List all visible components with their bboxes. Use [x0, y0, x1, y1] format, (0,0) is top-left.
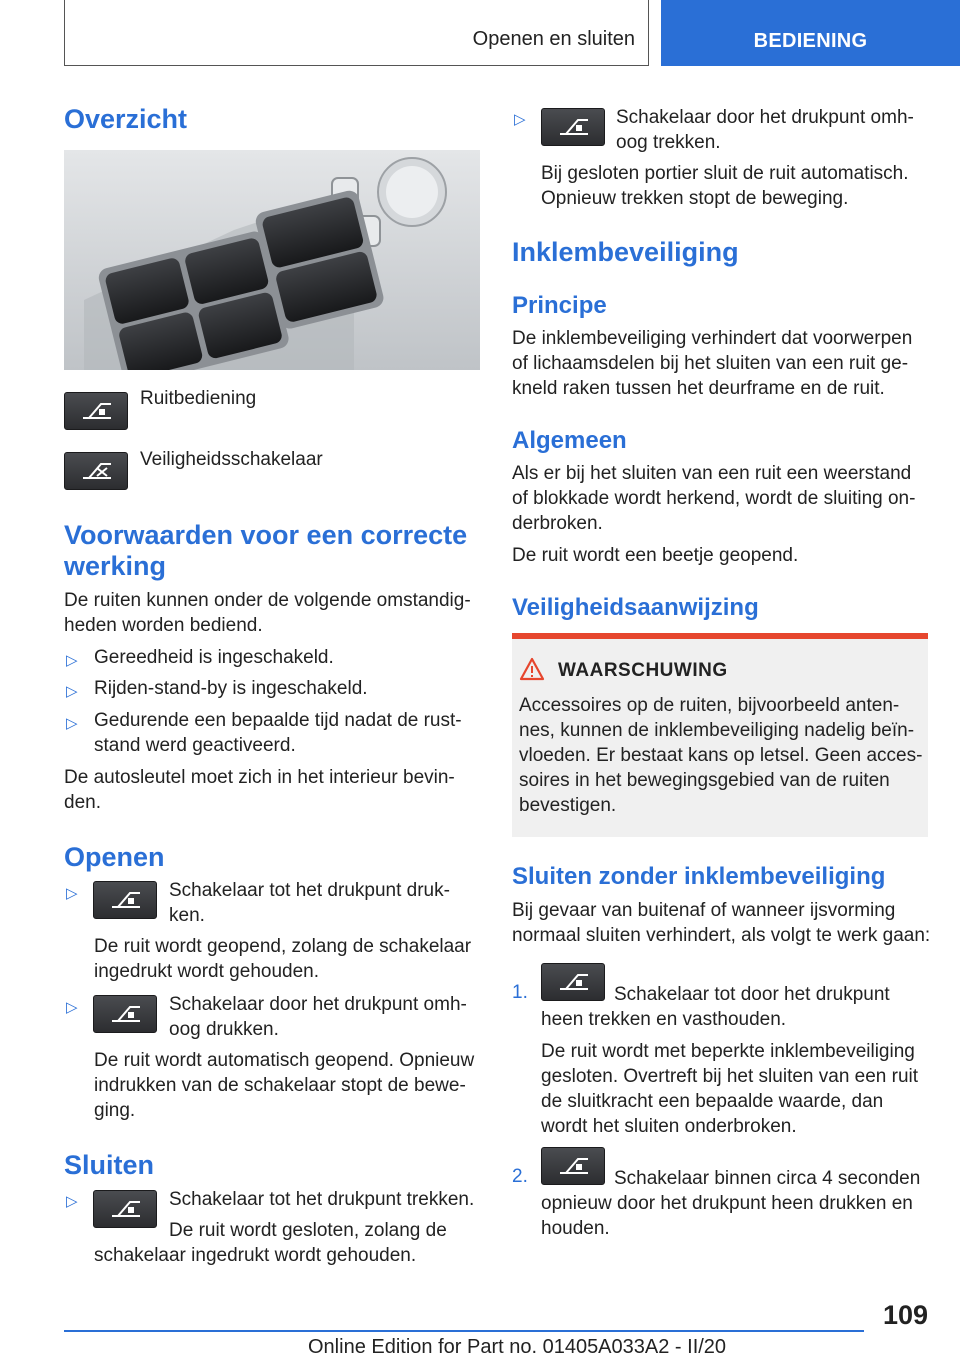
bullet-icon: ▷ [66, 715, 78, 732]
general-text: of blokkade wordt herkend, wordt de sluiting on- [512, 488, 916, 509]
safety-heading: Veiligheidsaanwijzing [512, 594, 759, 621]
legend-label-safety-switch: Veiligheidsschakelaar [140, 449, 323, 470]
bullet-icon: ▷ [66, 652, 78, 669]
open-step: Schakelaar door het drukpunt omh- [169, 994, 467, 1015]
header-section-title: Openen en sluiten [472, 28, 635, 50]
pinch-protection-heading: Inklembeveiliging [512, 237, 739, 267]
principle-text: De inklembeveiliging verhindert dat voorwerpen [512, 328, 913, 349]
window-switch-icon [93, 995, 157, 1033]
conditions-heading-line2: werking [64, 551, 167, 581]
safety-switch-icon [64, 452, 128, 490]
warning-text: nes, kunnen de inklembeveiliging nadelig beïn- [519, 720, 915, 741]
open-step: Schakelaar tot het drukpunt druk- [169, 880, 450, 901]
warning-text: vloeden. Er bestaat kans op letsel. Geen acces- [519, 745, 923, 766]
close-detail: De ruit wordt gesloten, zolang de [169, 1220, 447, 1241]
warning-text: bevestigen. [519, 795, 617, 816]
window-switch-icon [541, 1147, 605, 1185]
close-step: Schakelaar door het drukpunt omh- [616, 107, 914, 128]
close-step-cont: oog trekken. [616, 132, 721, 153]
step-detail: De ruit wordt met beperkte inklembeveiliging [541, 1041, 915, 1062]
bullet-icon: ▷ [66, 999, 78, 1016]
page-number: 109 [882, 1300, 928, 1330]
principle-heading: Principe [512, 292, 607, 319]
close-heading: Sluiten [64, 1150, 155, 1180]
window-switch-icon [64, 392, 128, 430]
window-switch-icon [93, 1190, 157, 1228]
conditions-intro-line2: heden worden bediend. [64, 615, 263, 636]
step-detail: wordt het sluiten onderbroken. [541, 1116, 797, 1137]
step-number: 2. [512, 1166, 528, 1187]
conditions-intro-line1: De ruiten kunnen onder de volgende omstandig- [64, 590, 471, 611]
general-heading: Algemeen [512, 427, 627, 454]
open-heading: Openen [64, 842, 165, 872]
no-pinch-heading: Sluiten zonder inklembeveiliging [512, 863, 886, 890]
page-header [0, 0, 960, 66]
step-detail: de sluitkracht een bepaalde waarde, dan [541, 1091, 884, 1112]
warning-text: soires in het bewegingsgebied van de ruiten [519, 770, 890, 791]
step-text: Schakelaar binnen circa 4 seconden [614, 1168, 921, 1189]
general-text: derbroken. [512, 513, 603, 534]
footer-edition: Online Edition for Part no. 01405A033A2 - II/20 [308, 1336, 727, 1358]
principle-text: of lichaamsdelen bij het sluiten van een ruit ge- [512, 353, 909, 374]
window-switch-icon [541, 108, 605, 146]
open-step-cont: oog drukken. [169, 1019, 279, 1040]
header-chapter-label: BEDIENING [753, 30, 868, 52]
general-text-2: De ruit wordt een beetje geopend. [512, 545, 799, 566]
bullet-icon: ▷ [66, 1193, 78, 1210]
key-note-line1: De autosleutel moet zich in het interieur bevin- [64, 767, 455, 788]
bullet-icon: ▷ [66, 683, 78, 700]
step-text-cont: opnieuw door het drukpunt heen drukken en [541, 1193, 913, 1214]
window-switch-photo [64, 150, 480, 370]
no-pinch-intro: normaal sluiten verhindert, als volgt te werk gaan: [512, 925, 931, 946]
open-detail: De ruit wordt geopend, zolang de schakelaar [94, 936, 472, 957]
open-detail-cont: indrukken van de schakelaar stopt de bewe- [94, 1075, 466, 1096]
close-detail-cont: Opnieuw trekken stopt de beweging. [541, 188, 849, 209]
header-chapter-tab [661, 0, 960, 66]
conditions-heading-line1: Voorwaarden voor een correcte [64, 520, 468, 550]
condition-item: Gedurende een bepaalde tijd nadat de rust- [94, 710, 462, 731]
warning-text: Accessoires op de ruiten, bijvoorbeeld anten- [519, 695, 900, 716]
principle-text: kneld raken tussen het deurframe en de ruit. [512, 378, 885, 399]
warning-triangle-icon [519, 657, 545, 681]
footer-divider [64, 1330, 864, 1332]
condition-item: Gereedheid is ingeschakeld. [94, 647, 334, 668]
window-switch-icon [93, 881, 157, 919]
step-number: 1. [512, 982, 528, 1003]
step-text-cont: heen trekken en vasthouden. [541, 1009, 787, 1030]
window-switch-icon [541, 963, 605, 1001]
open-detail-cont: ging. [94, 1100, 136, 1121]
close-step: Schakelaar tot het drukpunt trekken. [169, 1189, 475, 1210]
open-detail: De ruit wordt automatisch geopend. Opnieuw [94, 1050, 475, 1071]
condition-item: Rijden-stand-by is ingeschakeld. [94, 678, 368, 699]
warning-label: WAARSCHUWING [558, 660, 728, 681]
open-detail-cont: ingedrukt wordt gehouden. [94, 961, 319, 982]
bullet-icon: ▷ [514, 111, 526, 128]
condition-item-cont: stand werd geactiveerd. [94, 735, 296, 756]
close-detail-cont: schakelaar ingedrukt wordt gehouden. [94, 1245, 417, 1266]
key-note-line2: den. [64, 792, 101, 813]
open-step-cont: ken. [169, 905, 205, 926]
step-detail: gesloten. Overtreft bij het sluiten van een ruit [541, 1066, 919, 1087]
bullet-icon: ▷ [66, 885, 78, 902]
step-text-cont: houden. [541, 1218, 610, 1239]
legend-label-window-switch: Ruitbediening [140, 388, 257, 409]
overview-heading: Overzicht [64, 104, 188, 134]
door-panel-illustration [64, 150, 480, 370]
general-text: Als er bij het sluiten van een ruit een weerstand [512, 463, 912, 484]
no-pinch-intro: Bij gevaar van buitenaf of wanneer ijsvorming [512, 900, 896, 921]
close-detail: Bij gesloten portier sluit de ruit automatisch. [541, 163, 909, 184]
step-text: Schakelaar tot door het drukpunt [614, 984, 890, 1005]
